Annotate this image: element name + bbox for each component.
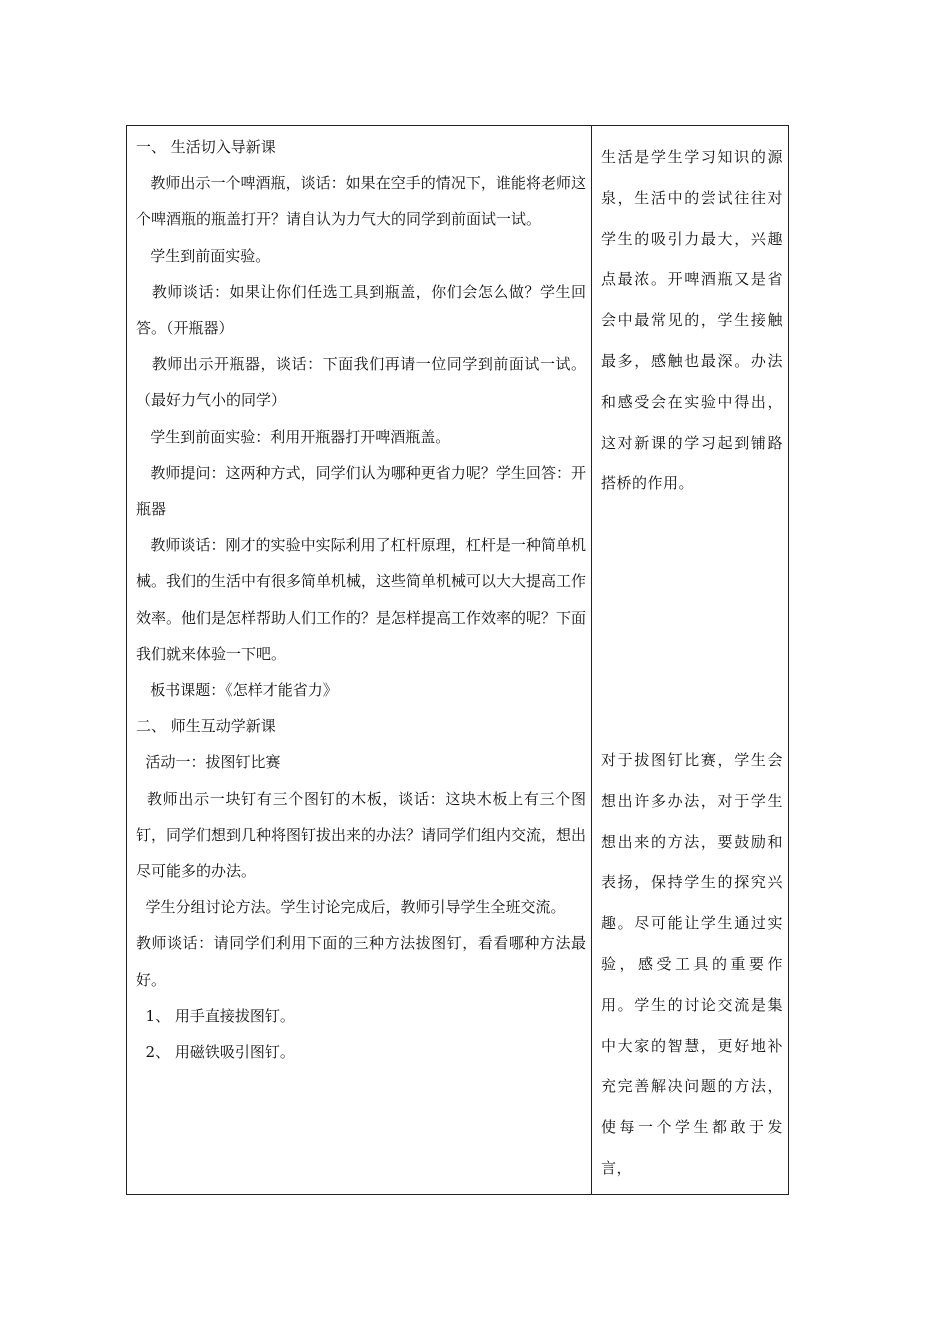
design-intent-column	[592, 126, 788, 1194]
teaching-process-content	[136, 129, 586, 1070]
teaching-process-column	[127, 126, 592, 1194]
paragraph: 教师谈话：请同学们利用下面的三种方法拔图钉，看看哪种方法最好。	[136, 934, 586, 989]
design-note-1: 生活是学生学习知识的源泉，生活中的尝试往往对学生的吸引力最大，兴趣点最浓。开啤酒瓶又是省会中最常见的，学生接触最多，感触也最深。办法和感受会在实验中得出，这对新课的学习起到铺路搭桥的作用。	[601, 148, 783, 493]
paragraph: 教师出示开瓶器，谈话：下面我们再请一位同学到前面试一试。（最好力气小的同学）	[136, 355, 586, 410]
paragraph: 板书课题：《怎样才能省力》	[136, 681, 338, 700]
paragraph: 教师谈话：刚才的实验中实际利用了杠杆原理，杠杆是一种简单机械。我们的生活中有很多简单机械，这些简单机械可以大大提高工作效率。他们是怎样帮助人们工作的？是怎样提高工作效率的呢？下面我们就来体验一下吧。	[136, 536, 587, 663]
paragraph: 教师提问：这两种方式，同学们认为哪种更省力呢？学生回答：开瓶器	[136, 463, 586, 519]
paragraph: 学生到前面实验：利用开瓶器打开啤酒瓶盖。	[136, 427, 451, 446]
paragraph: 教师谈话：如果让你们任选工具到瓶盖，你们会怎么做？学生回答。（开瓶器）	[136, 282, 586, 338]
design-note-2: 对于拔图钉比赛，学生会想出许多办法，对于学生想出来的方法，要鼓励和表扬，保持学生的探究兴趣。尽可能让学生通过实验，感受工具的重要作用。学生的讨论交流是集中大家的智慧，更好地补充完善解决问题的方法，使每一个学生都敢于发言，	[601, 751, 783, 1177]
activity-heading: 活动一：拔图钉比赛	[136, 753, 281, 772]
section-heading-2: 二、 师生互动学新课	[136, 717, 276, 736]
list-item: 1、 用手直接拔图钉。	[136, 1006, 295, 1025]
lesson-plan-table	[126, 125, 789, 1195]
paragraph: 学生到前面实验。	[136, 246, 271, 265]
section-heading-1: 一、 生活切入导新课	[136, 138, 276, 156]
paragraph: 教师出示一个啤酒瓶，谈话：如果在空手的情况下，谁能将老师这个啤酒瓶的瓶盖打开？请自认为力气大的同学到前面试一试。	[136, 174, 586, 229]
paragraph: 学生分组讨论方法。学生讨论完成后，教师引导学生全班交流。	[136, 898, 566, 917]
list-item: 2、 用磁铁吸引图钉。	[136, 1043, 295, 1062]
paragraph: 教师出示一块钉有三个图钉的木板，谈话：这块木板上有三个图钉，同学们想到几种将图钉拔出来的办法？请同学们组内交流，想出尽可能多的办法。	[136, 789, 587, 881]
